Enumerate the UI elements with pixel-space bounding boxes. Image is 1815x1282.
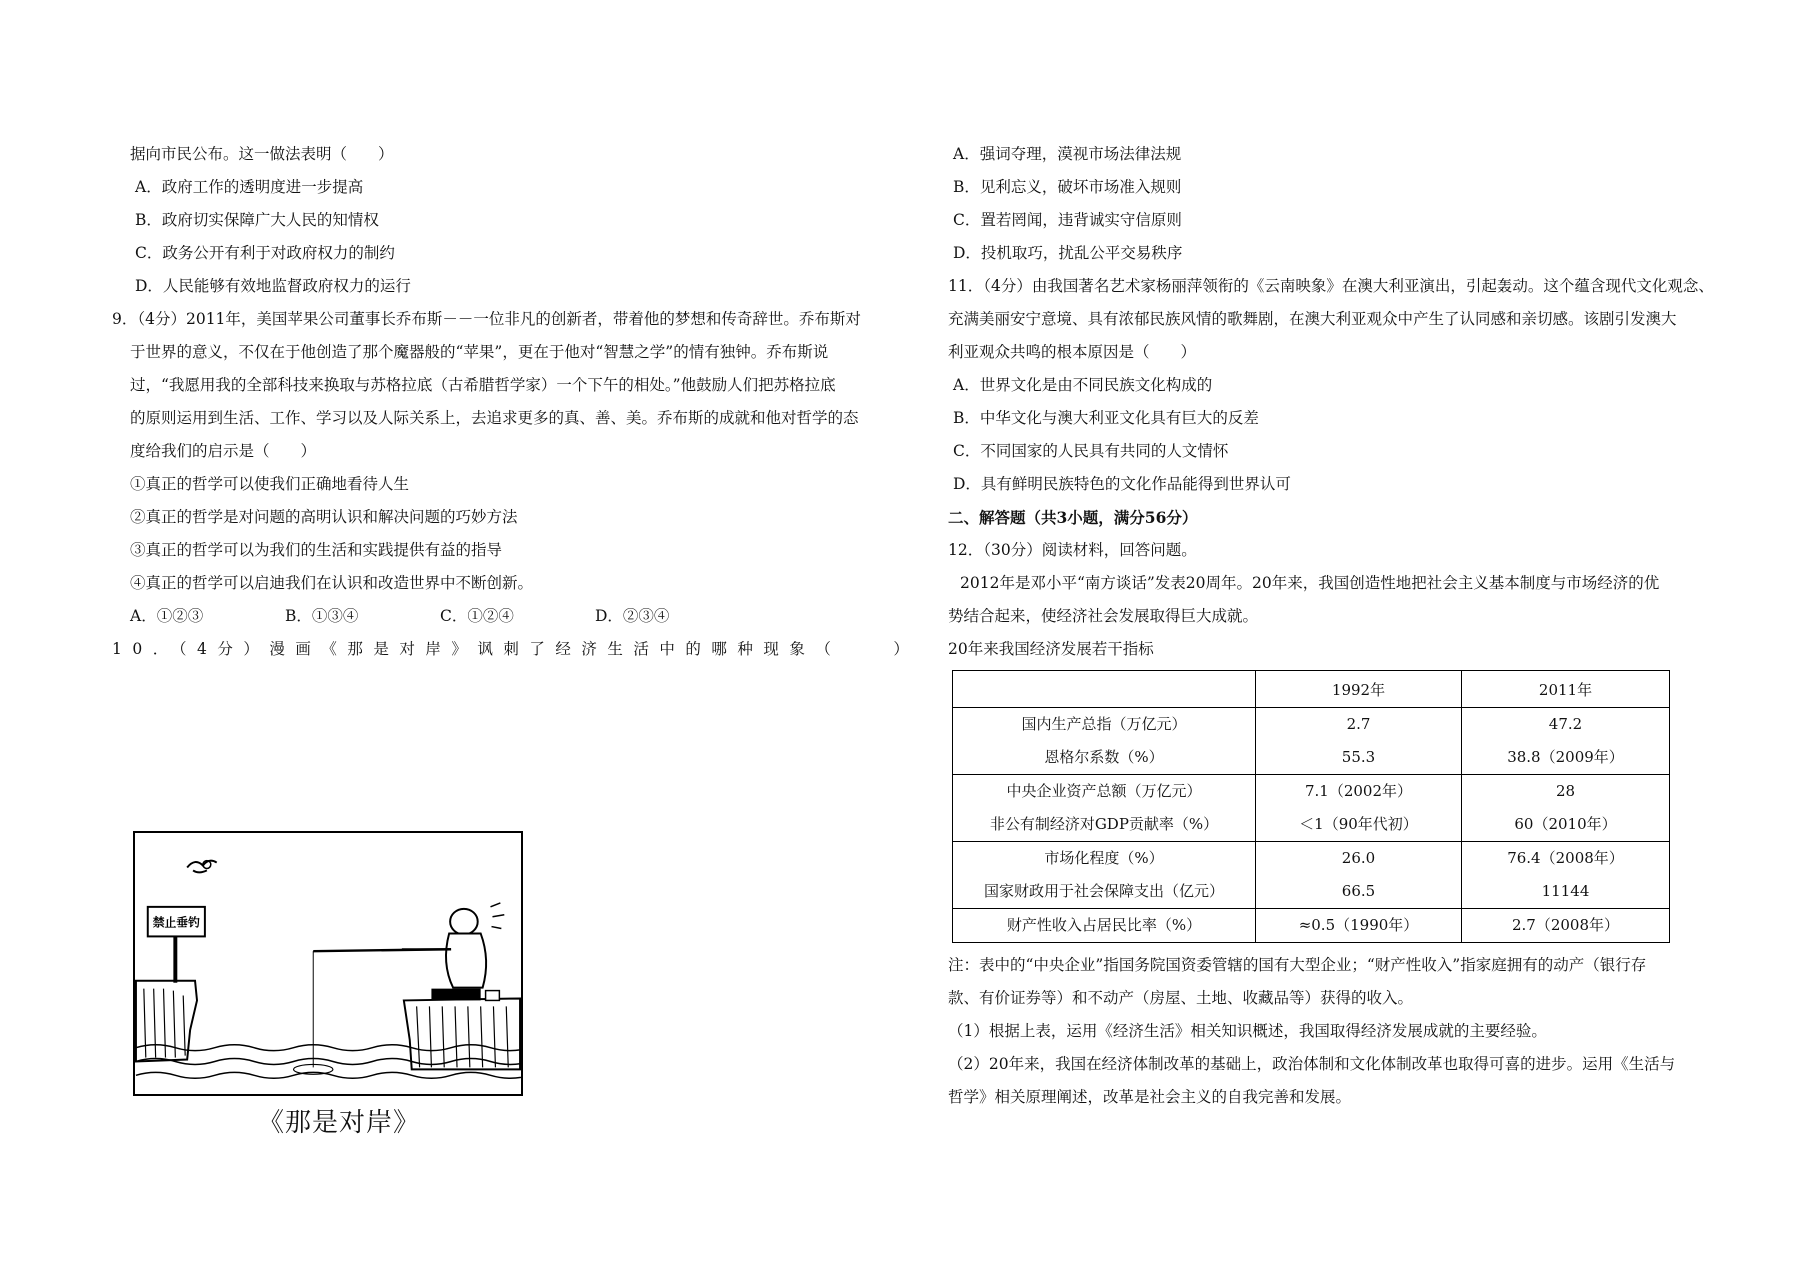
q10-option-a: A．强词夺理，漠视市场法律法规 xyxy=(953,145,1182,163)
table-row xyxy=(953,708,1670,775)
q11-line-3: 利亚观众共鸣的根本原因是（ ） xyxy=(948,343,1197,361)
bucket xyxy=(486,991,500,1001)
indicators-table xyxy=(952,670,1670,943)
left-column xyxy=(112,138,920,666)
row-label: 中央企业资产总额（万亿元） xyxy=(1006,782,1202,800)
value-1992: ≈0.5（1990年） xyxy=(1298,916,1419,934)
table-2011-cell xyxy=(1462,775,1670,842)
q9-line-1: 9．（4分）2011年，美国苹果公司董事长乔布斯－－一位非凡的创新者，带着他的梦想和传奇辞世。乔布斯对 xyxy=(112,310,861,328)
table-title: 20年来我国经济发展若干指标 xyxy=(948,640,1154,658)
q10-stem: 10．（4分）漫画《那是对岸》讽刺了经济生活中的哪种现象（ ） xyxy=(112,640,920,658)
sign-text: 禁止垂钓 xyxy=(152,915,200,930)
q9-statement-2: ②真正的哲学是对问题的高明认识和解决问题的巧妙方法 xyxy=(130,508,518,526)
fisherman-seat xyxy=(431,989,480,1001)
fisherman-head xyxy=(450,909,478,935)
q11-line-1: 11．（4分）由我国著名艺术家杨丽萍领衔的《云南映象》在澳大利亚演出，引起轰动。这个蕴含现代文化观念、 xyxy=(948,277,1714,295)
value-2011: 38.8（2009年） xyxy=(1507,748,1624,766)
row-label: 恩格尔系数（%） xyxy=(1044,748,1164,766)
q9-line-2: 于世界的意义，不仅在于他创造了那个魔器般的“苹果”，更在于他对“智慧之学”的情有独钟。乔布斯说 xyxy=(130,343,829,361)
q11-option-a: A．世界文化是由不同民族文化构成的 xyxy=(953,376,1213,394)
fisherman-body xyxy=(446,933,486,987)
row-label: 财产性收入占居民比率（%） xyxy=(1006,916,1202,934)
q8-tail: 据向市民公布。这一做法表明（ ） xyxy=(130,145,394,163)
table-header-2011: 2011年 xyxy=(1462,671,1670,708)
value-2011: 76.4（2008年） xyxy=(1507,849,1624,867)
q10-option-d: D．投机取巧，扰乱公平交易秩序 xyxy=(953,244,1183,262)
table-row xyxy=(953,842,1670,909)
q8-option-d: D．人民能够有效地监督政府权力的运行 xyxy=(135,277,411,295)
table-1992-cell xyxy=(1256,909,1462,943)
value-1992: 7.1（2002年） xyxy=(1304,782,1413,800)
section-2-title: 二、解答题（共3小题，满分56分） xyxy=(948,508,1198,527)
q8-option-a: A．政府工作的透明度进一步提高 xyxy=(135,178,364,196)
q8-option-b: B．政府切实保障广大人民的知情权 xyxy=(135,211,379,229)
value-2011: 60（2010年） xyxy=(1514,815,1617,833)
row-label: 非公有制经济对GDP贡献率（%） xyxy=(989,815,1219,833)
value-2011: 11144 xyxy=(1541,882,1590,900)
value-2011: 47.2 xyxy=(1548,715,1583,733)
value-1992: 26.0 xyxy=(1341,849,1376,867)
bird-shape xyxy=(187,861,217,873)
table-header-row xyxy=(953,671,1670,708)
value-1992: 55.3 xyxy=(1341,748,1376,766)
table-note-1: 注：表中的“中央企业”指国务院国资委管辖的国有大型企业；“财产性收入”指家庭拥有的动产（银行存 xyxy=(948,956,1647,974)
table-1992-cell xyxy=(1256,842,1462,909)
q9-statement-3: ③真正的哲学可以为我们的生活和实践提供有益的指导 xyxy=(130,541,503,559)
q12-sub-1: （1）根据上表，运用《经济生活》相关知识概述，我国取得经济发展成就的主要经验。 xyxy=(948,1022,1547,1040)
q12-sub-2: （2）20年来，我国在经济体制改革的基础上，政治体制和文化体制改革也取得可喜的进步。运用《生活与 xyxy=(948,1055,1676,1073)
cartoon-drawing xyxy=(135,833,521,1094)
table-1992-cell xyxy=(1256,775,1462,842)
q9-choice-c: C．①②④ xyxy=(440,607,514,625)
table-label-cell xyxy=(953,708,1256,775)
q9-choices xyxy=(130,600,900,633)
q9-choice-a: A．①②③ xyxy=(130,607,204,625)
fishing-rod xyxy=(313,949,451,951)
q11-option-b: B．中华文化与澳大利亚文化具有巨大的反差 xyxy=(953,409,1259,427)
sign-post xyxy=(173,931,177,982)
q9-line-5: 度给我们的启示是（ ） xyxy=(130,442,317,460)
row-label: 国内生产总指（万亿元） xyxy=(1021,715,1187,733)
value-1992: ＜1（90年代初） xyxy=(1299,815,1418,833)
right-column xyxy=(948,138,1728,1114)
table-2011-cell xyxy=(1462,909,1670,943)
q9-line-4: 的原则运用到生活、工作、学习以及人际关系上，去追求更多的真、善、美。乔布斯的成就和他对哲学的态 xyxy=(130,409,859,427)
value-2011: 28 xyxy=(1555,782,1576,800)
table-row xyxy=(953,909,1670,943)
q9-line-3: 过，“我愿用我的全部科技来换取与苏格拉底（古希腊哲学家）一个下午的相处。”他鼓励人们把苏格拉底 xyxy=(130,376,836,394)
value-1992: 2.7 xyxy=(1346,715,1371,733)
q9-choice-b: B．①③④ xyxy=(285,607,359,625)
row-label: 市场化程度（%） xyxy=(1044,849,1164,867)
cartoon-image xyxy=(133,831,523,1096)
q12-sub-2-cont: 哲学》相关原理阐述，改革是社会主义的自我完善和发展。 xyxy=(948,1088,1352,1106)
table-label-cell xyxy=(953,775,1256,842)
row-label: 国家财政用于社会保障支出（亿元） xyxy=(983,882,1224,900)
q10-option-b: B．见利忘义，破坏市场准入规则 xyxy=(953,178,1182,196)
table-1992-cell xyxy=(1256,708,1462,775)
q11-option-c: C．不同国家的人民具有共同的人文情怀 xyxy=(953,442,1229,460)
q9-choice-d: D．②③④ xyxy=(595,607,670,625)
table-row xyxy=(953,775,1670,842)
table-note-2: 款、有价证券等）和不动产（房屋、土地、收藏品等）获得的收入。 xyxy=(948,989,1414,1007)
value-2011: 2.7（2008年） xyxy=(1511,916,1620,934)
cartoon-caption: 《那是对岸》 xyxy=(258,1108,421,1138)
water-wave-3 xyxy=(136,1072,521,1078)
value-1992: 66.5 xyxy=(1341,882,1376,900)
q9-statement-1: ①真正的哲学可以使我们正确地看待人生 xyxy=(130,475,410,493)
q8-option-c: C．政务公开有利于对政府权力的制约 xyxy=(135,244,395,262)
table-header-blank xyxy=(953,671,1256,708)
table-2011-cell xyxy=(1462,708,1670,775)
q11-line-2: 充满美丽安宁意境、具有浓郁民族风情的歌舞剧，在澳大利亚观众中产生了认同感和亲切感。该剧引发澳大 xyxy=(948,310,1677,328)
q9-statement-4: ④真正的哲学可以启迪我们在认识和改造世界中不断创新。 xyxy=(130,574,534,592)
q12-head: 12．（30分）阅读材料，回答问题。 xyxy=(948,541,1197,559)
motion-lines xyxy=(491,903,505,929)
table-2011-cell xyxy=(1462,842,1670,909)
q12-material-1: 2012年是邓小平“南方谈话”发表20周年。20年来，我国创造性地把社会主义基本制度与市场经济的优 xyxy=(960,574,1660,592)
table-label-cell xyxy=(953,842,1256,909)
table-label-cell xyxy=(953,909,1256,943)
q12-material-2: 势结合起来，使经济社会发展取得巨大成就。 xyxy=(948,607,1259,625)
table-header-1992: 1992年 xyxy=(1256,671,1462,708)
q11-option-d: D．具有鲜明民族特色的文化作品能得到世界认可 xyxy=(953,475,1291,493)
q10-option-c: C．置若罔闻，违背诚实守信原则 xyxy=(953,211,1182,229)
